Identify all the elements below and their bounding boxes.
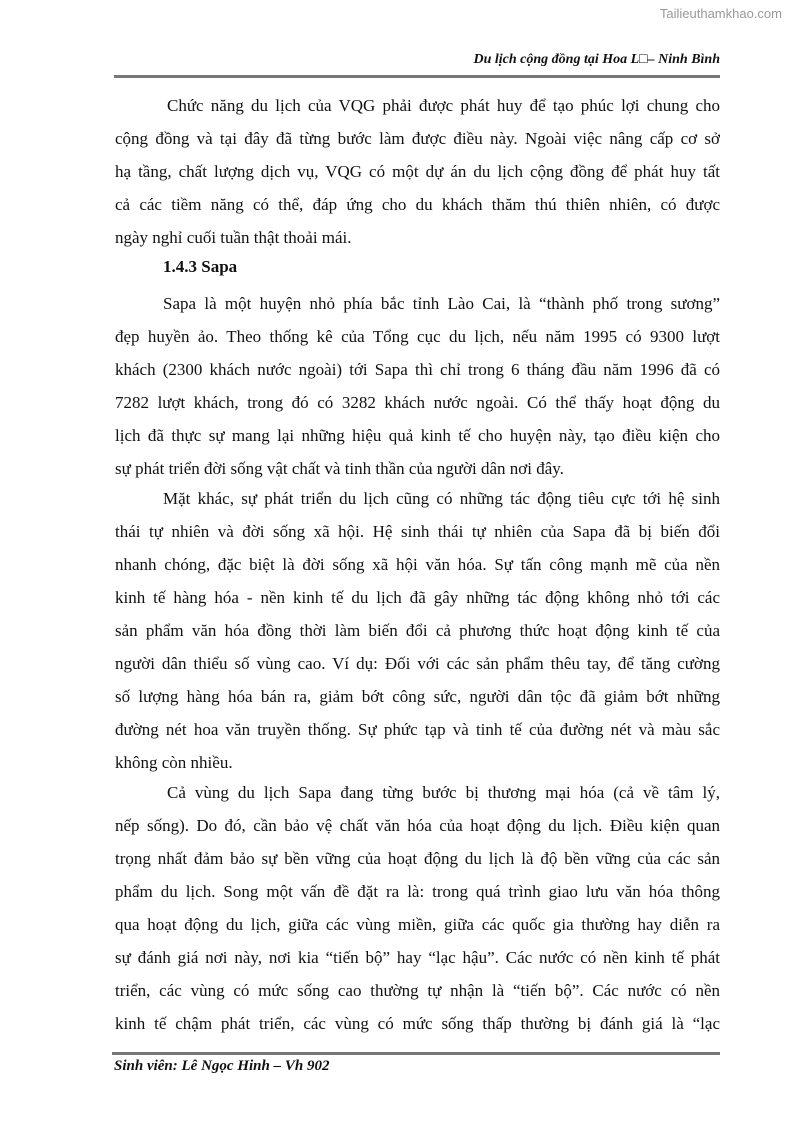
paragraph-4 [115,776,720,1040]
watermark: Tailieuthamkhao.com [659,6,782,21]
text-line: cộng đồng và tại đây đã từng bước làm được điều này. Ngoài việc nâng cấp cơ sở [115,129,720,148]
text-line: Sapa là một huyện nhỏ phía bắc tỉnh Lào Cai, là “thành phố trong sương” [163,294,720,313]
paragraph-1 [115,89,720,254]
text-line: Cả vùng du lịch Sapa đang từng bước bị thương mại hóa (cả về tâm lý, [167,783,720,802]
text-line: đường nét hoa văn truyền thống. Sự phức tạp và tinh tế của đường nét và màu sắc [115,720,720,739]
text-line: đẹp huyền ảo. Theo thống kê của Tổng cục du lịch, nếu năm 1995 có 9300 lượt [115,327,720,346]
paragraph-3 [115,482,720,779]
text-line: thái tự nhiên và đời sống xã hội. Hệ sinh thái tự nhiên của Sapa đã bị biến đổi [115,522,720,541]
text-line: kinh tế chậm phát triển, các vùng có mức sống thấp thường bị đánh giá là “lạc [115,1014,720,1033]
text-line: phẩm du lịch. Song một vấn đề đặt ra là: trong quá trình giao lưu văn hóa thông [115,882,720,901]
text-line: sự phát triển đời sống vật chất và tinh thần của người dân nơi đây. [115,459,564,478]
text-line: trọng nhất đảm bảo sự bền vững của hoạt động du lịch là độ bền vững của các sản [115,849,720,868]
text-line: qua hoạt động du lịch, giữa các vùng miền, giữa các quốc gia thường hay diễn ra [115,915,720,934]
text-line: Chức năng du lịch của VQG phải được phát huy để tạo phúc lợi chung cho [167,96,720,115]
text-line: ngày nghỉ cuối tuần thật thoải mái. [115,228,352,247]
running-footer: Sinh viên: Lê Ngọc Hinh – Vh 902 [114,1058,330,1074]
section-heading: 1.4.3 Sapa [163,257,238,276]
text-line: Mặt khác, sự phát triển du lịch cũng có những tác động tiêu cực tới hệ sinh [163,489,720,508]
text-line: 7282 lượt khách, trong đó có 3282 khách nước ngoài. Có thể thấy hoạt động du [115,393,720,412]
text-line: không còn nhiều. [115,753,233,772]
footer-rule [112,1052,720,1055]
running-header: Du lịch cộng đồng tại Hoa L□– Ninh Bình [473,52,720,67]
paragraph-2 [115,287,720,485]
text-line: khách (2300 khách nước ngoài) tới Sapa thì chỉ trong 6 tháng đầu năm 1996 đã có [115,360,720,379]
header-rule [114,75,720,78]
text-line: kinh tế hàng hóa - nền kinh tế du lịch đã gây những tác động không nhỏ tới các [115,588,720,607]
text-line: sự đánh giá nơi này, nơi kia “tiến bộ” hay “lạc hậu”. Các nước có nền kinh tế phát [115,948,720,967]
text-line: cả các tiềm năng có thể, đáp ứng cho du khách thăm thú thiên nhiên, có được [115,195,720,214]
text-line: người dân thiểu số vùng cao. Ví dụ: Đối với các sản phẩm thêu tay, để tăng cường [115,654,720,673]
text-line: sản phẩm văn hóa đồng thời làm biến đổi cả phương thức hoạt động kinh tế của [115,621,720,640]
text-line: số lượng hàng hóa bán ra, giảm bớt công sức, người dân tộc đã giảm bớt những [115,687,720,706]
text-line: hạ tầng, chất lượng dịch vụ, VQG có một dự án du lịch cộng đồng để phát huy tất [115,162,720,181]
text-line: nhanh chóng, đặc biệt là đời sống xã hội văn hóa. Sự tấn công mạnh mẽ của nền [115,555,720,574]
text-line: nếp sống). Do đó, cần bảo vệ chất văn hóa của hoạt động du lịch. Điều kiện quan [115,816,720,835]
text-line: lịch đã thực sự mang lại những hiệu quả kinh tế cho huyện này, tạo điều kiện cho [115,426,720,445]
text-line: triển, các vùng có mức sống cao thường tự nhận là “tiến bộ”. Các nước có nền [115,981,720,1000]
